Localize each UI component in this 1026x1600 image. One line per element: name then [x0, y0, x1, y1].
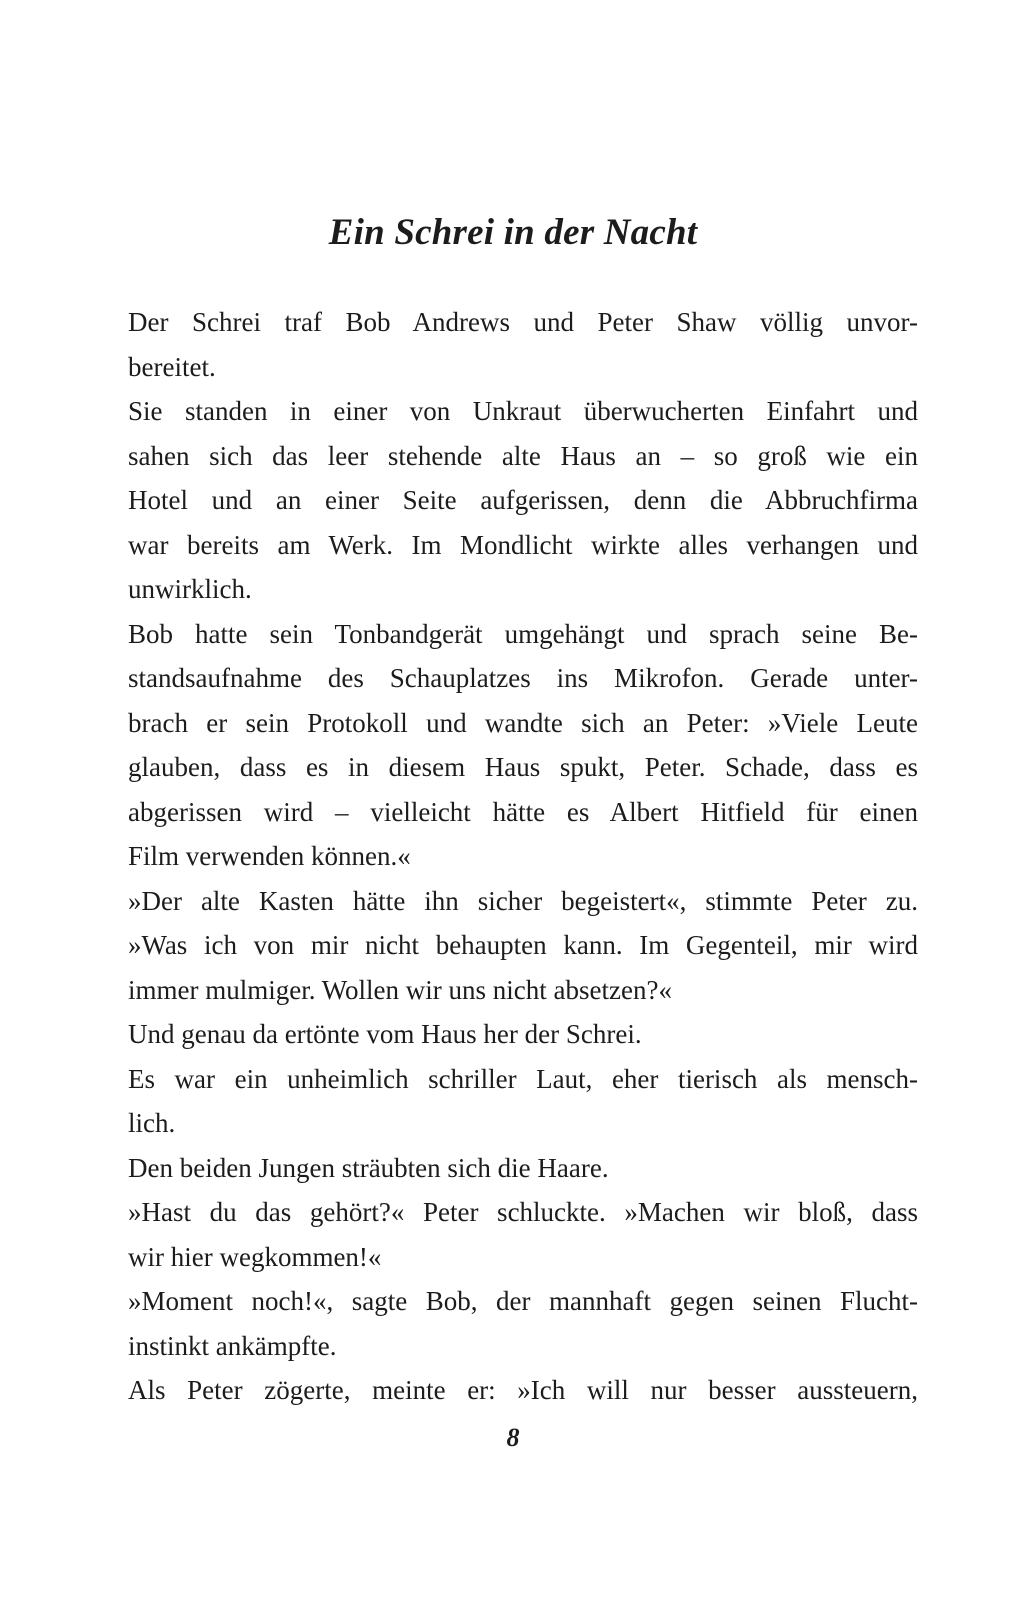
body-text — [128, 300, 918, 1413]
text-line: abgerissen wird – vielleicht hätte es Albert Hitfield für einen — [128, 796, 918, 827]
text-line: lich. — [128, 1108, 176, 1138]
text-line: Und genau da ertönte vom Haus her der Schrei. — [128, 1019, 642, 1049]
text-line: sahen sich das leer stehende alte Haus an – so groß wie ein — [128, 440, 918, 471]
text-line: Der Schrei traf Bob Andrews und Peter Shaw völlig unvor- — [128, 307, 918, 337]
text-line: Es war ein unheimlich schriller Laut, eher tierisch als mensch- — [128, 1063, 918, 1094]
text-line: »Was ich von mir nicht behaupten kann. Im Gegenteil, mir wird — [128, 930, 918, 960]
text-line: standsaufnahme des Schauplatzes ins Mikrofon. Gerade unter- — [128, 663, 918, 693]
text-line: wir hier wegkommen!« — [128, 1241, 382, 1272]
page-number: 8 — [506, 1423, 520, 1452]
text-line: Film verwenden können.« — [128, 841, 411, 871]
text-line: bereitet. — [128, 351, 216, 382]
text-line: Als Peter zögerte, meinte er: »Ich will nur besser aussteuern, — [128, 1375, 918, 1405]
text-line: Den beiden Jungen sträubten sich die Haare. — [128, 1152, 609, 1183]
chapter-title: Ein Schrei in der Nacht — [328, 212, 698, 253]
text-line: »Hast du das gehört?« Peter schluckte. »Machen wir bloß, dass — [128, 1197, 918, 1227]
text-line: Bob hatte sein Tonbandgerät umgehängt und sprach seine Be- — [128, 618, 918, 649]
text-line: unwirklich. — [128, 574, 252, 604]
text-line: instinkt ankämpfte. — [128, 1330, 337, 1361]
text-line: brach er sein Protokoll und wandte sich an Peter: »Viele Leute — [128, 707, 918, 738]
text-line: glauben, dass es in diesem Haus spukt, Peter. Schade, dass es — [128, 752, 918, 782]
text-line: »Der alte Kasten hätte ihn sicher begeistert«, stimmte Peter zu. — [128, 885, 918, 916]
text-line: Hotel und an einer Seite aufgerissen, denn die Abbruchfirma — [128, 485, 918, 515]
text-line: immer mulmiger. Wollen wir uns nicht absetzen?« — [128, 974, 672, 1005]
text-line: »Moment noch!«, sagte Bob, der mannhaft gegen seinen Flucht- — [128, 1286, 918, 1316]
text-line: Sie standen in einer von Unkraut überwucherten Einfahrt und — [128, 396, 918, 426]
text-line: war bereits am Werk. Im Mondlicht wirkte alles verhangen und — [128, 529, 918, 560]
